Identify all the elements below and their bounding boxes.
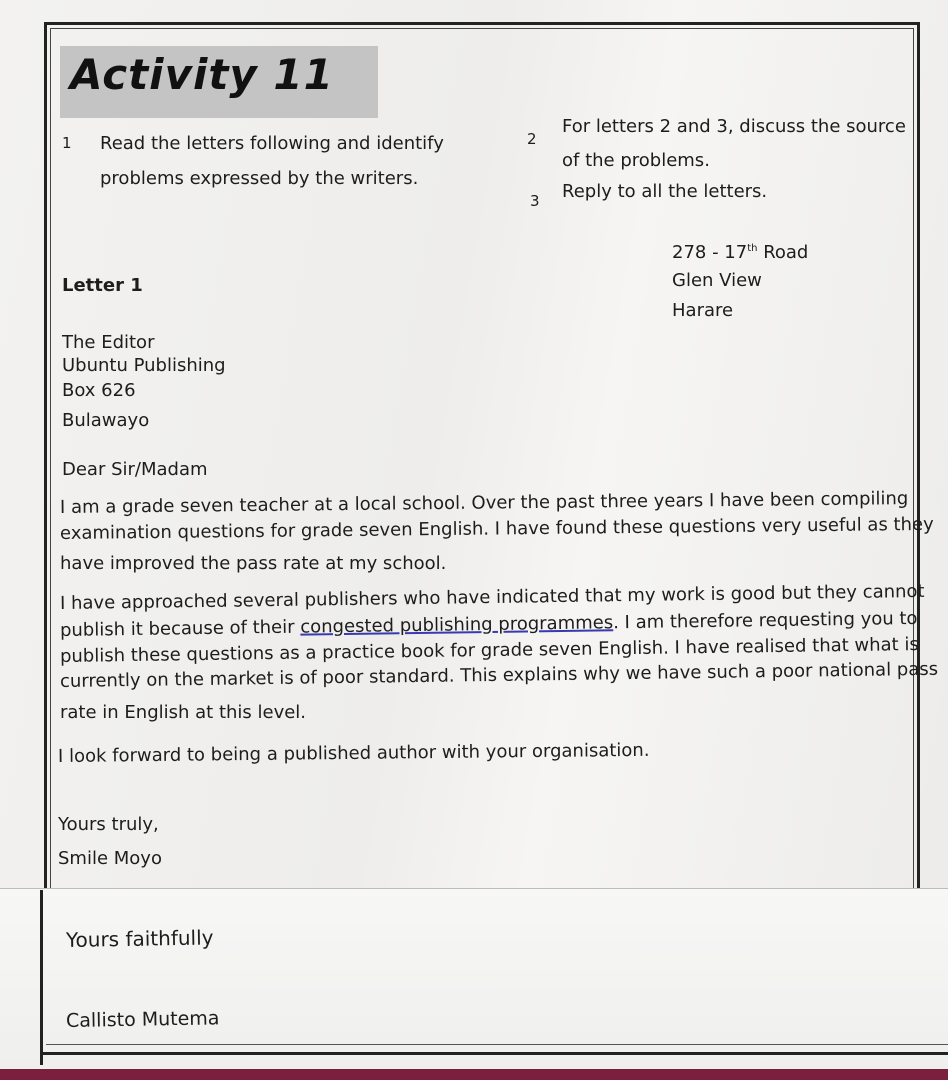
paragraph2-line1: I have approached several publishers who have indicated that my work is good but they cannot [59, 580, 925, 614]
letter2-closing: Yours faithfully [65, 925, 214, 952]
letter2-signature: Callisto Mutema [65, 1007, 220, 1032]
recipient-line4: Bulawayo [62, 410, 150, 431]
closing: Yours truly, [58, 814, 159, 835]
paragraph1-line1: I am a grade seven teacher at a local school. Over the past three years I have been compiling [59, 488, 909, 518]
activity-title: Activity 11 [70, 50, 334, 99]
paragraph2-line2: publish it because of their congested publishing programmes. I am therefore requesting you to [59, 608, 918, 641]
salutation: Dear Sir/Madam [62, 459, 208, 480]
instruction-3-number: 3 [530, 192, 540, 210]
instruction-2-line2: of the problems. [562, 150, 710, 171]
folded-paper-section [0, 888, 948, 1069]
instruction-1-line2: problems expressed by the writers. [100, 168, 419, 189]
letter2-border-bottom [40, 1052, 948, 1055]
instruction-3-line1: Reply to all the letters. [562, 181, 768, 202]
paragraph2-line4: currently on the market is of poor standard. This explains why we have such a poor national pass [59, 658, 939, 692]
sender-address-line3: Harare [672, 300, 734, 321]
recipient-line1: The Editor [62, 332, 155, 353]
paragraph2-line3: publish these questions as a practice book for grade seven English. I have realised that what is [59, 634, 919, 667]
paragraph3: I look forward to being a published author with your organisation. [57, 739, 650, 767]
signature: Smile Moyo [58, 848, 162, 869]
letter2-border-left [40, 890, 43, 1065]
instruction-1-number: 1 [62, 134, 72, 152]
paragraph1-line2: examination questions for grade seven English. I have found these questions very useful as they [59, 513, 934, 544]
letter2-border-inner [46, 1044, 948, 1045]
instruction-2-line1: For letters 2 and 3, discuss the source [562, 116, 906, 137]
recipient-line2: Ubuntu Publishing [62, 355, 226, 376]
paragraph1-line3: have improved the pass rate at my school. [60, 553, 447, 574]
instruction-1-line1: Read the letters following and identify [100, 133, 444, 154]
recipient-line3: Box 626 [62, 380, 136, 401]
instruction-2-number: 2 [527, 130, 537, 148]
sender-address-line2: Glen View [672, 270, 762, 291]
underlined-phrase: congested publishing programmes [300, 612, 614, 638]
paragraph2-line5: rate in English at this level. [60, 702, 307, 723]
sender-address-line1: 278 - 17th Road [672, 242, 809, 263]
letter-heading: Letter 1 [62, 275, 143, 296]
